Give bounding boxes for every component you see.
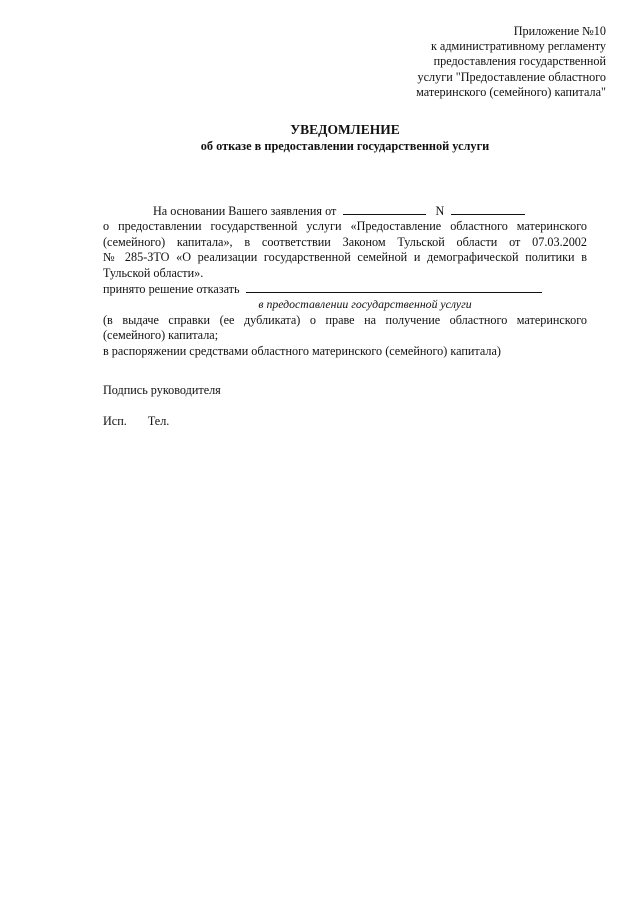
appendix-line: услуги "Предоставление областного xyxy=(417,69,606,84)
title-main: УВЕДОМЛЕНИЕ xyxy=(290,122,400,137)
option-refuse-disposal: в распоряжении средствами областного материнского (семейного) капитала) xyxy=(103,343,501,358)
paragraph-line: Тульской области». xyxy=(103,265,204,280)
appendix-line: предоставления государственной xyxy=(433,54,606,69)
option-refuse-certificate-cont: (семейного) капитала; xyxy=(103,328,219,343)
option-refuse-service: в предоставлении государственной услуги xyxy=(258,297,472,312)
decision-blank xyxy=(246,281,542,293)
number-label: N xyxy=(435,204,445,218)
paragraph-line: о предоставлении государственной услуги «Предоставление областного материнского xyxy=(103,219,587,234)
decision-label: принято решение отказать xyxy=(103,282,240,297)
appendix-line: материнского (семейного) капитала" xyxy=(416,84,606,99)
number-blank xyxy=(451,203,525,215)
title-subtitle: об отказе в предоставлении государственной услуги xyxy=(200,139,490,153)
date-blank xyxy=(343,203,426,215)
executor-label: Исп. xyxy=(103,414,127,428)
decision-line xyxy=(103,281,587,297)
notice-body xyxy=(103,203,587,359)
option-refuse-certificate: (в выдаче справки (ее дубликата) о праве на получение областного материнского xyxy=(103,312,587,327)
phone-label: Тел. xyxy=(147,414,170,428)
appendix-line: к административному регламенту xyxy=(430,39,606,54)
paragraph-line: (семейного) капитала», в соответствии Законом Тульской области от 07.03.2002 xyxy=(103,234,587,249)
document-title xyxy=(0,121,640,154)
appendix-line: Приложение №10 xyxy=(513,24,606,38)
intro-line xyxy=(103,203,587,219)
appendix-header xyxy=(346,24,606,100)
paragraph-line: № 285-ЗТО «О реализации государственной семейной и демографической политики в xyxy=(103,250,587,265)
intro-prefix: На основании Вашего заявления от xyxy=(153,204,337,218)
signature-label: Подпись руководителя xyxy=(103,383,221,397)
executor-row xyxy=(103,414,169,429)
